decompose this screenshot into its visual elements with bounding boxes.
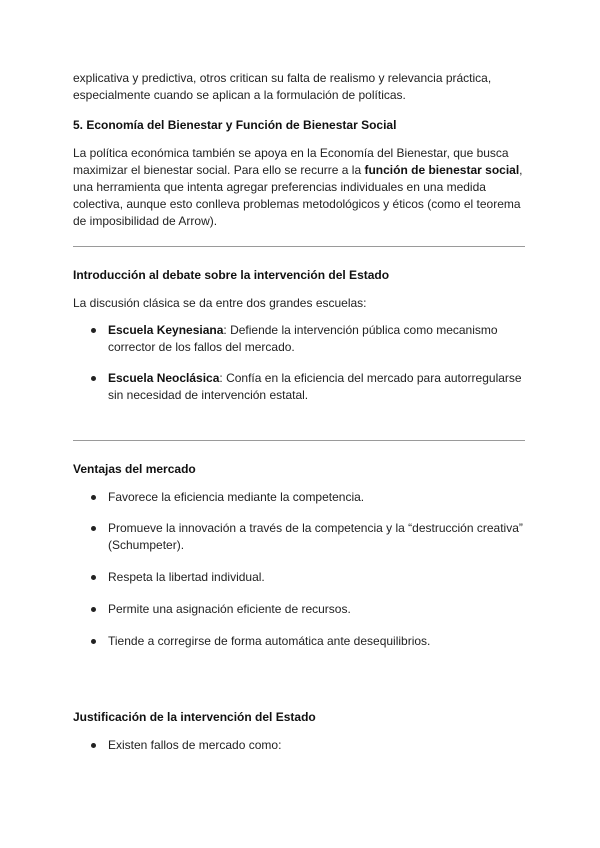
list-item: Tiende a corregirse de forma automática ante desequilibrios.: [108, 634, 431, 648]
divider-2: [73, 440, 525, 441]
section-5-bold-term: función de bienestar social: [364, 163, 520, 177]
debate-heading: Introducción al debate sobre la intervención del Estado: [73, 268, 390, 282]
justificacion-section: [73, 709, 533, 726]
list-item: [90, 370, 530, 404]
section-5-heading: 5. Economía del Bienestar y Función de Bienestar Social: [73, 118, 397, 132]
section-5-text-before: La política económica también se apoya en la Economía del Bienestar, que busca maximizar el bienestar social. Para ello se recurre a la: [73, 146, 509, 177]
debate-intro: La discusión clásica se da entre dos grandes escuelas:: [73, 296, 367, 310]
ventajas-heading: Ventajas del mercado: [73, 462, 196, 476]
list-item: [90, 322, 530, 356]
ventajas-section: [73, 461, 533, 478]
list-item: Favorece la eficiencia mediante la competencia.: [108, 490, 365, 504]
list-item: Permite una asignación eficiente de recursos.: [108, 602, 351, 616]
intro-line-2: especialmente cuando se aplican a la formulación de políticas.: [73, 88, 406, 102]
list-item: Respeta la libertad individual.: [108, 570, 265, 584]
intro-line-1: explicativa y predictiva, otros critican su falta de realismo y relevancia práctica,: [73, 71, 492, 85]
section-5-text-after: , una herramienta que intenta agregar preferencias individuales en una medida colectiva, aunque esto conlleva problemas metodológicos y éticos (como el teorema de imposibilidad de Arrow).: [73, 163, 523, 228]
debate-section: [73, 267, 533, 284]
section-5-paragraph: [73, 145, 531, 230]
section-5-text: [73, 145, 531, 230]
school-name: Escuela Keynesiana: [108, 323, 224, 337]
divider-1: [73, 246, 525, 247]
list-item: Promueve la innovación a través de la competencia y la “destrucción creativa” (Schumpeter).: [108, 521, 523, 552]
list-item: Existen fallos de mercado como:: [108, 738, 282, 752]
debate-intro-block: [73, 295, 533, 312]
school-name: Escuela Neoclásica: [108, 371, 220, 385]
school-description: : Confía en la eficiencia del mercado para autorregularse sin necesidad de intervención estatal.: [108, 371, 522, 402]
intro-paragraph: [73, 70, 533, 104]
section-5: [73, 117, 533, 134]
school-description: : Defiende la intervención pública como mecanismo corrector de los fallos del mercado.: [108, 323, 498, 354]
justificacion-heading: Justificación de la intervención del Estado: [73, 710, 316, 724]
